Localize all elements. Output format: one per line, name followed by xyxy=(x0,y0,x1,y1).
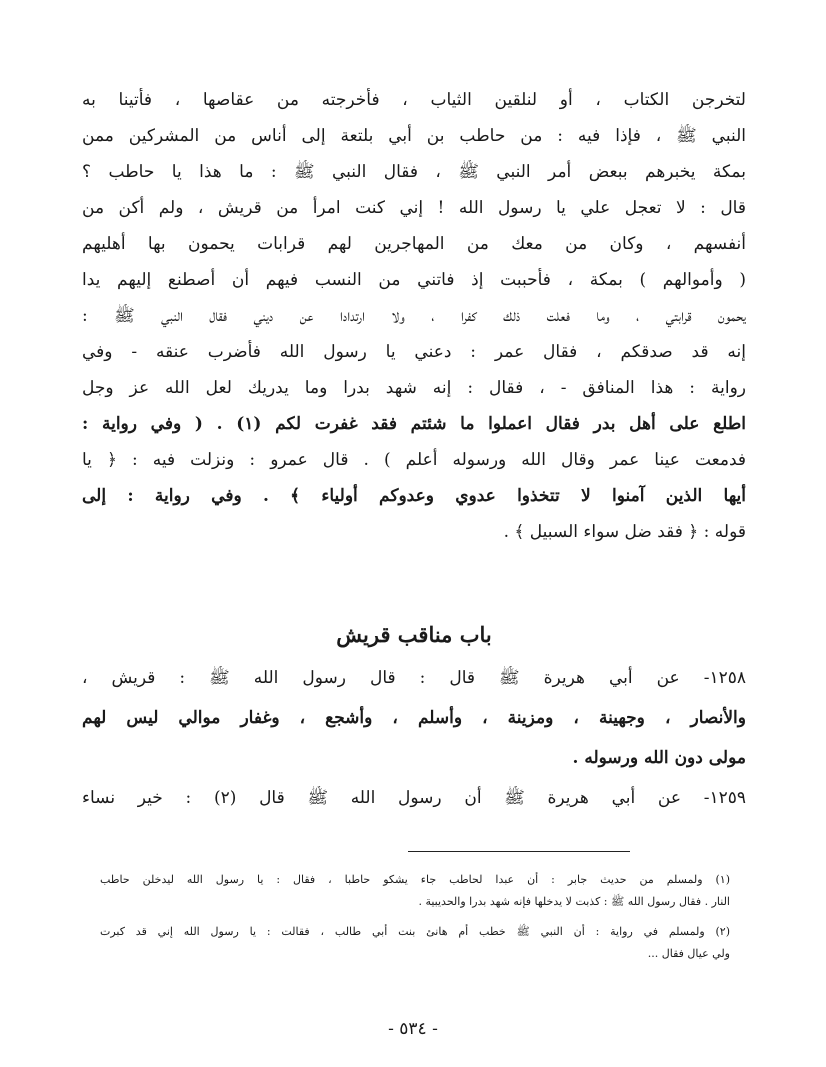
text-line: اطلع على أهل بدر فقال اعملوا ما شئتم فقد غفرت لكم (١) . ( وفي رواية : xyxy=(82,414,746,434)
text-line: النبي ﷺ ، فإذا فيه : من حاطب بن أبي بلتعة إلى أناس من المشركين ممن xyxy=(82,126,746,146)
footnotes xyxy=(100,870,730,966)
footnote-line: النار . فقال رسول الله ﷺ : كذبت لا يدخلها فإنه شهد بدرا والحديبية . xyxy=(418,895,730,908)
hadith-line: مولى دون الله ورسوله . xyxy=(572,748,746,768)
page-number: - ٥٣٤ - xyxy=(388,1019,438,1039)
footnote-line: ولي عيال فقال ... xyxy=(647,947,730,960)
text-line: أيها الذين آمنوا لا تتخذوا عدوي وعدوكم أولياء ﴾ . وفي رواية : إلى xyxy=(82,486,746,506)
hadith-line: ١٢٥٩- عن أبي هريرة ﷺ أن رسول الله ﷺ قال (٢) : خير نساء xyxy=(82,788,746,808)
hadith-section xyxy=(82,666,746,826)
hadith-line: والأنصار ، وجهينة ، ومزينة ، وأسلم ، وأشجع ، وغفار موالي ليس لهم xyxy=(82,708,746,728)
text-line: رواية : هذا المنافق - ، فقال : إنه شهد بدرا وما يدريك لعل الله عز وجل xyxy=(82,378,746,398)
footnote-line: (٢) ولمسلم في رواية : أن النبي ﷺ خطب أم هانئ بنت أبي طالب ، فقالت : يا رسول الله إني قد كبرت xyxy=(100,925,730,938)
text-line: فدمعت عينا عمر وقال الله ورسوله أعلم ) . قال عمرو : ونزلت فيه : ﴿ يا xyxy=(82,450,746,470)
hadith-line: ١٢٥٨- عن أبي هريرة ﷺ قال : قال رسول الله ﷺ : قريش ، xyxy=(82,668,746,688)
chapter-heading: باب مناقب قريش xyxy=(336,622,492,647)
text-line: إنه قد صدقكم ، فقال عمر : دعني يا رسول الله فأضرب عنقه - وفي xyxy=(82,342,746,362)
text-line: لتخرجن الكتاب ، أو لنلقين الثياب ، فأخرجته من عقاصها ، فأتينا به xyxy=(82,90,746,110)
text-line: أنفسهم ، وكان من معك من المهاجرين لهم قرابات يحمون بها أهليهم xyxy=(82,234,746,254)
footnote-divider xyxy=(408,851,630,852)
footnote-line: (١) ولمسلم من حديث جابر : أن عبدا لحاطب جاء يشكو حاطبا ، فقال : يا رسول الله ليدخلن حاطب xyxy=(100,873,730,886)
main-text xyxy=(82,88,746,556)
text-line: قوله : ﴿ فقد ضل سواء السبيل ﴾ . xyxy=(503,522,746,542)
text-line: بمكة يخبرهم ببعض أمر النبي ﷺ ، فقال النبي ﷺ : ما هذا يا حاطب ؟ xyxy=(82,162,746,182)
text-line: ( وأموالهم ) بمكة ، فأحببت إذ فاتني من النسب فيهم أن أصطنع إليهم يدا xyxy=(82,270,746,290)
text-line: قال : لا تعجل علي يا رسول الله ! إني كنت امرأ من قريش ، ولم أكن من xyxy=(82,198,746,218)
text-line: يحمون قرابتي ، وما فعلت ذلك كفرا ، ولا ارتدادا عن ديني فقال النبي ﷺ : xyxy=(82,306,746,326)
